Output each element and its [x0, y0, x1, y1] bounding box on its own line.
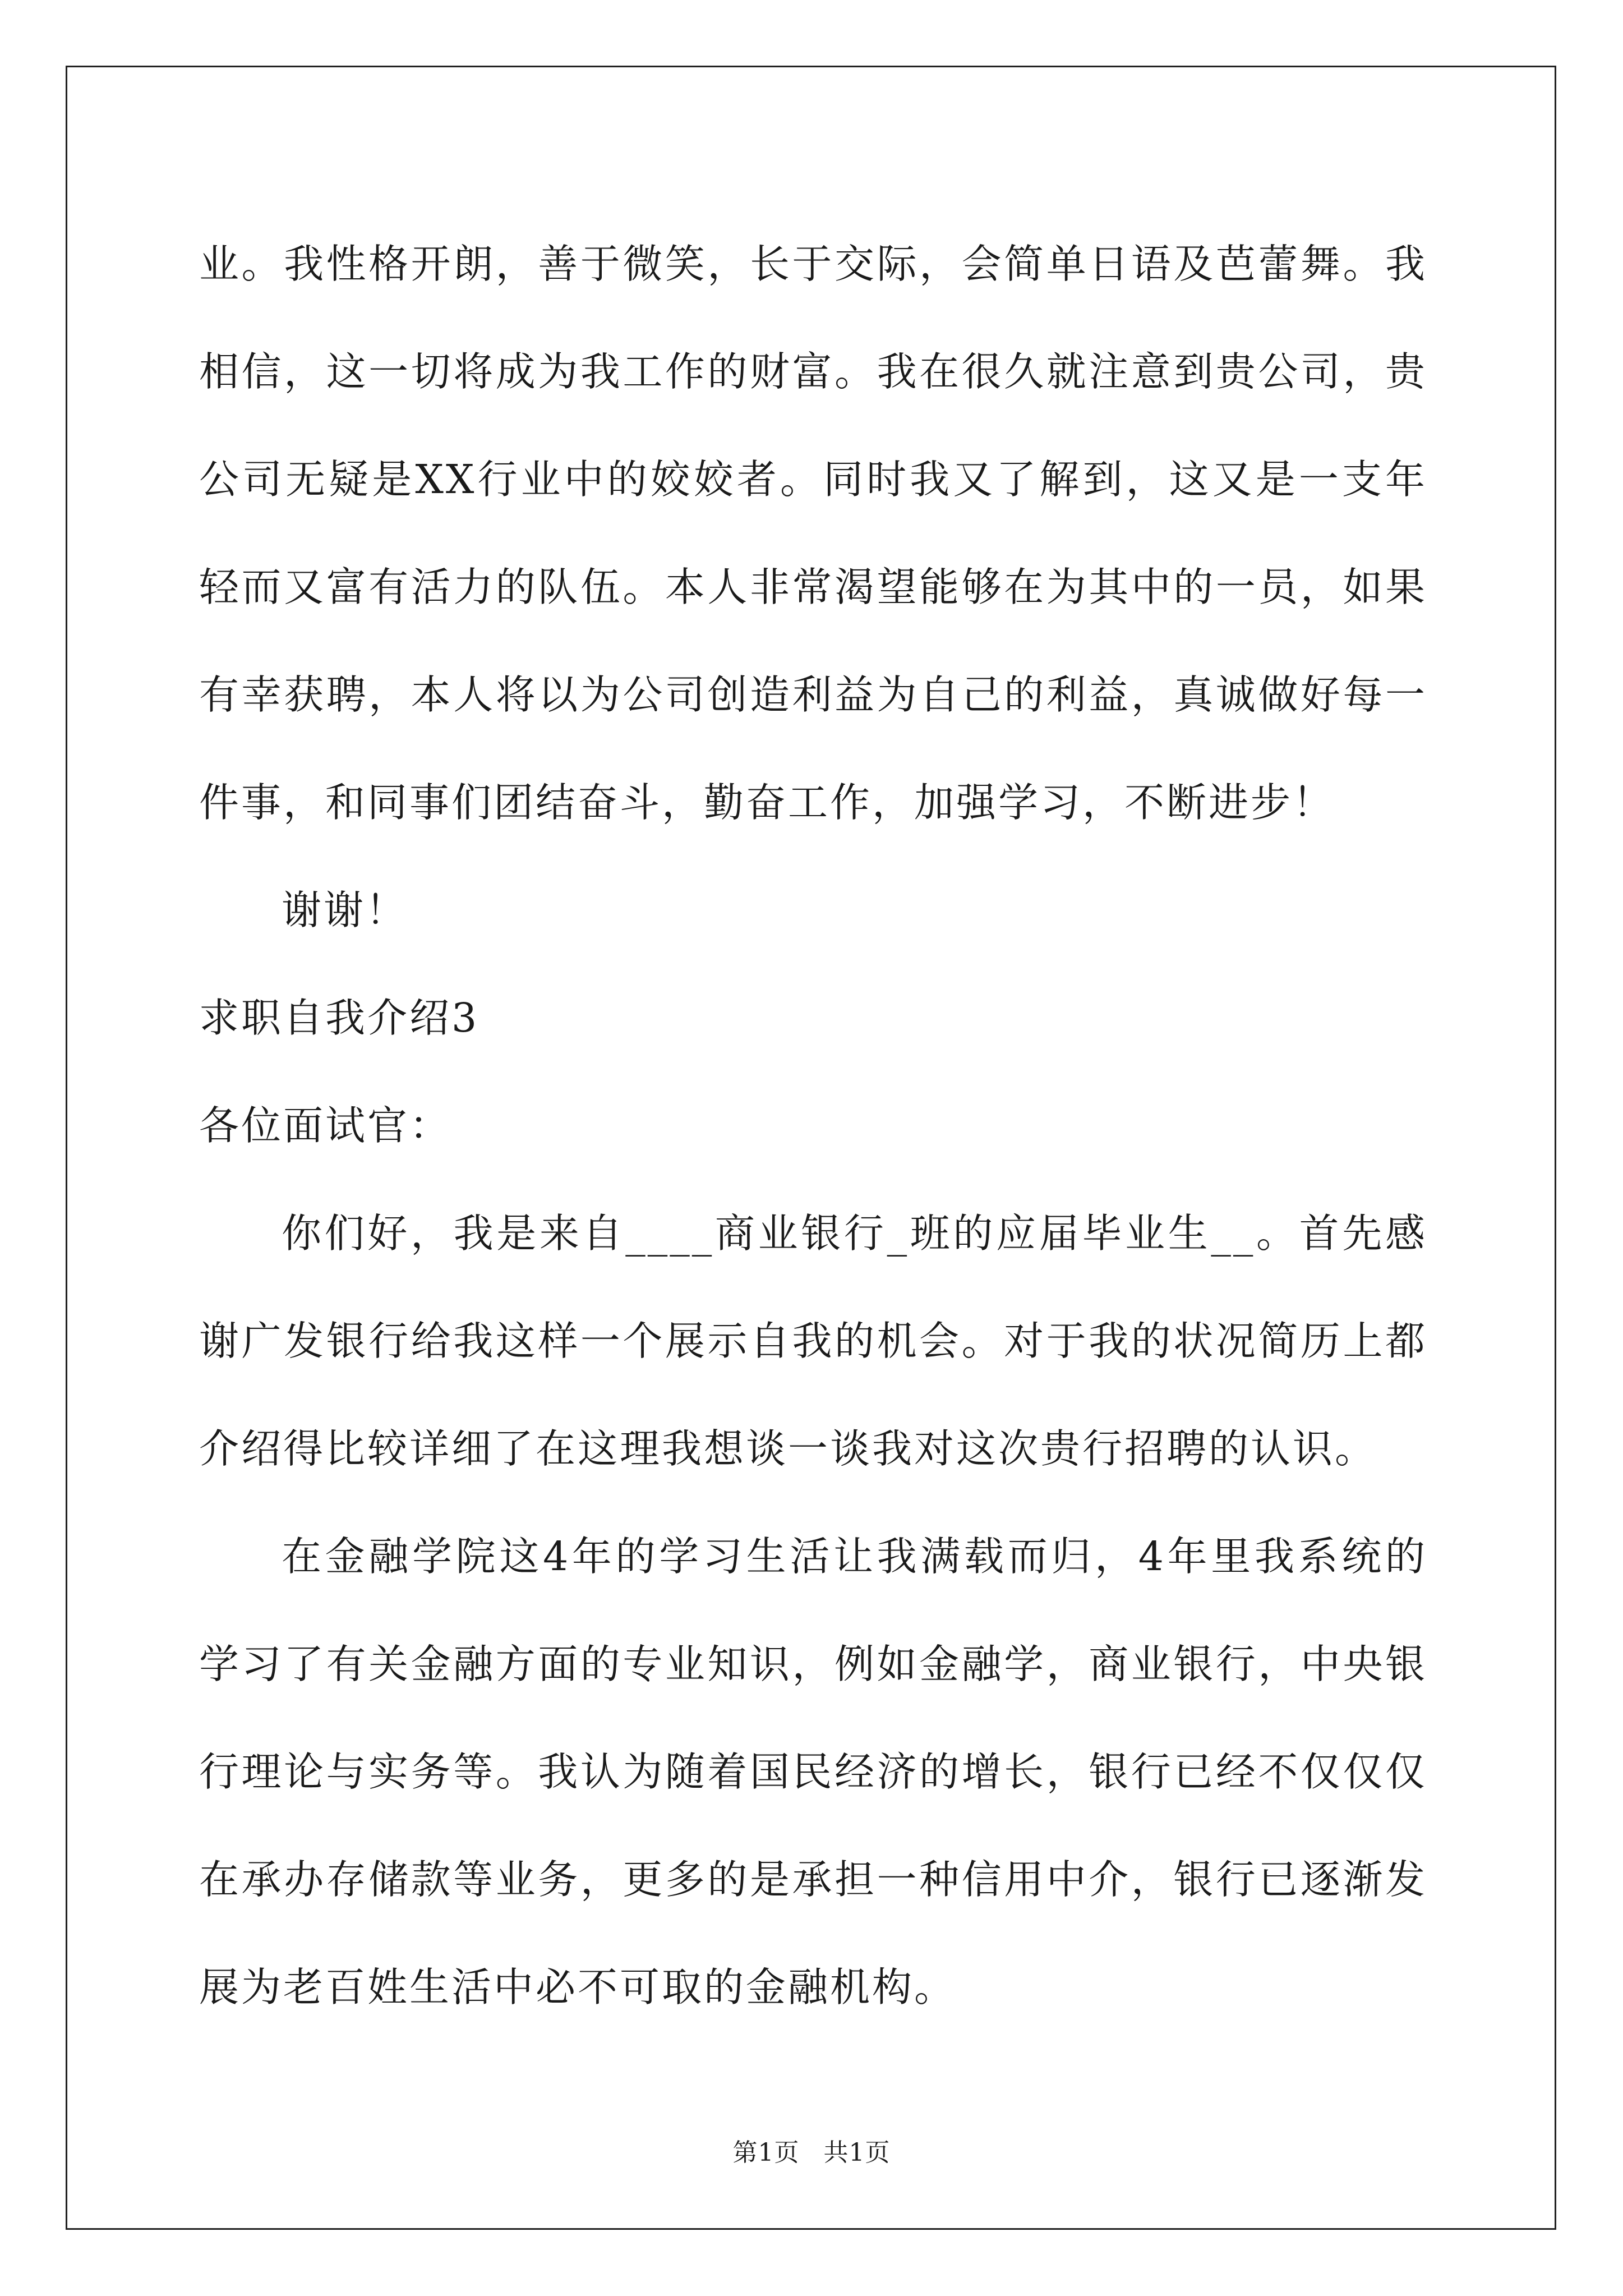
section-heading: 求职自我介绍3 [199, 995, 479, 1041]
paragraph-continuation: 业。我性格开朗，善于微笑，长于交际，会简单日语及芭蕾舞。我相信，这一切将成为我工作的财富。我在很久就注意到贵公司，贵公司无疑是XX行业中的姣姣者。同时我又了解到，这又是一支年轻而又富有活力的队伍。本人非常渴望能够在为其中的一员，如果有幸获聘，本人将以为公司创造利益为自己的利益，真诚做好每一件事，和同事们团结奋斗，勤奋工作，加强学习，不断进步！ [199, 241, 1427, 826]
document-body [199, 210, 1427, 2041]
page-total: 共1页 [823, 2138, 891, 2167]
paragraph-intro: 你们好，我是来自____商业银行_班的应届毕业生__。首先感谢广发银行给我这样一个展示自我的机会。对于我的状况简历上都介绍得比较详细了在这理我想谈一谈我对这次贵行招聘的认识。 [199, 1210, 1427, 1472]
paragraph-thanks: 谢谢！ [282, 887, 408, 933]
salutation: 各位面试官： [199, 1102, 452, 1149]
page-number: 第1页 [732, 2138, 800, 2167]
page-footer [0, 2136, 1623, 2170]
paragraph-study: 在金融学院这4年的学习生活让我满载而归，4年里我系统的学习了有关金融方面的专业知识，例如金融学，商业银行，中央银行理论与实务等。我认为随着国民经济的增长，银行已经不仅仅仅在承办存储款等业务，更多的是承担一种信用中介，银行已逐渐发展为老百姓生活中必不可取的金融机构。 [199, 1533, 1427, 2010]
